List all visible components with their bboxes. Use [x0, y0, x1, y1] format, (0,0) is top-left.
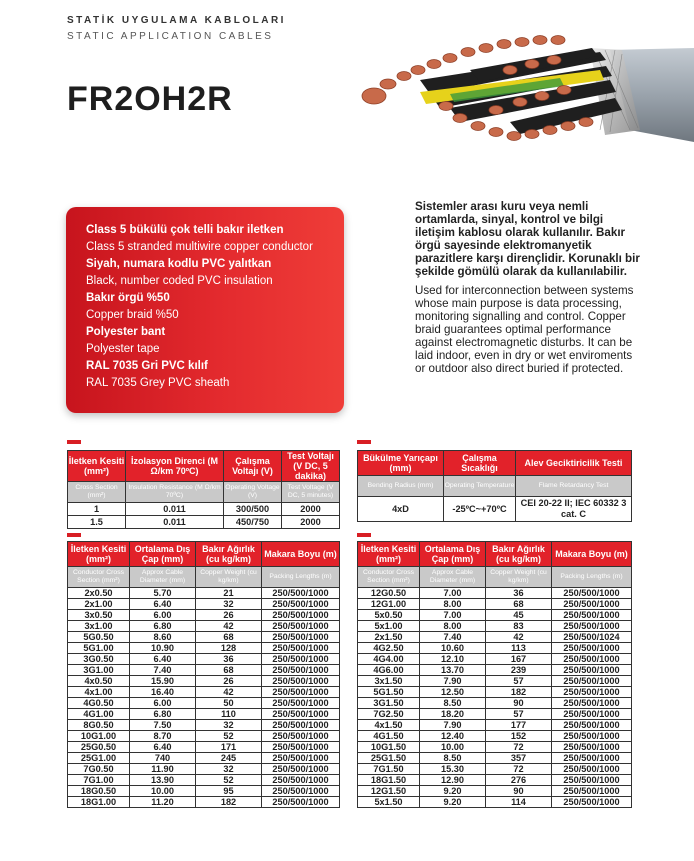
feature-line: Polyester tape [86, 343, 160, 355]
table-row [358, 698, 632, 709]
table-row [358, 588, 632, 599]
table-cell: 42 [486, 632, 552, 643]
table-row [358, 709, 632, 720]
table-row [68, 709, 340, 720]
table-row [68, 742, 340, 753]
feature-line: Black, number coded PVC insulation [86, 275, 273, 287]
table-row [358, 497, 632, 522]
table-header: Test Voltajı (V DC, 5 dakika) [282, 451, 340, 482]
table-cell: 250/500/1000 [552, 654, 632, 665]
table-cell: 36 [486, 588, 552, 599]
table-cell: 36 [196, 654, 262, 665]
table-cell: 52 [196, 731, 262, 742]
feature-line: Bakır örgü %50 [86, 292, 170, 304]
table-row [68, 786, 340, 797]
table-cell: 250/500/1000 [262, 588, 340, 599]
table-cell: 7.00 [420, 588, 486, 599]
table-row [68, 643, 340, 654]
table-cell: 167 [486, 654, 552, 665]
table-cell: 18G0.50 [68, 786, 130, 797]
table-cell: 83 [486, 621, 552, 632]
table-cell: 2x1.00 [68, 599, 130, 610]
table-cell: 7.40 [420, 632, 486, 643]
table-cell: 42 [196, 687, 262, 698]
table-row [358, 654, 632, 665]
table-cell: 4G2.50 [358, 643, 420, 654]
table-subheader: Copper Weight (cu kg/km) [486, 567, 552, 588]
table-cell: 2x0.50 [68, 588, 130, 599]
table-row [68, 654, 340, 665]
table-header: Makara Boyu (m) [262, 542, 340, 567]
table-cell: 18.20 [420, 709, 486, 720]
table-cell: 26 [196, 610, 262, 621]
table-cell: -25ºC~+70ºC [444, 497, 516, 522]
table-cell: 114 [486, 797, 552, 808]
table-cell: 4x0.50 [68, 676, 130, 687]
table-cell: 7.90 [420, 720, 486, 731]
table-cell: 32 [196, 720, 262, 731]
table-row [68, 588, 340, 599]
table-row [358, 797, 632, 808]
table-row [68, 503, 340, 516]
table-cell: 15.90 [130, 676, 196, 687]
table-cell: 250/500/1000 [262, 797, 340, 808]
table-cell: 7G1.00 [68, 775, 130, 786]
table-cell: 250/500/1000 [262, 599, 340, 610]
table-cell: 6.00 [130, 698, 196, 709]
table-cell: 8.70 [130, 731, 196, 742]
table-header: İzolasyon Direnci (M Ω/km 70ºC) [126, 451, 224, 482]
table-cell: 740 [130, 753, 196, 764]
table-header: Bükülme Yarıçapı (mm) [358, 451, 444, 476]
table-cell: 250/500/1000 [262, 742, 340, 753]
table-row [68, 516, 340, 529]
table-subheader: Packing Lengths (m) [262, 567, 340, 588]
table-cell: 1.5 [68, 516, 126, 529]
table-cell: 250/500/1000 [262, 764, 340, 775]
table-cell: 21 [196, 588, 262, 599]
table-cell: 250/500/1000 [552, 797, 632, 808]
table-subheader: Conductor Cross Section (mm²) [358, 567, 420, 588]
table-cell: CEI 20-22 II; IEC 60332 3 cat. C [516, 497, 632, 522]
section-marker [357, 440, 371, 444]
table-cell: 90 [486, 698, 552, 709]
table-cell: 250/500/1000 [262, 687, 340, 698]
table-cell: 250/500/1000 [262, 709, 340, 720]
section-marker [67, 533, 81, 537]
table-cell: 7.90 [420, 676, 486, 687]
table-cell: 171 [196, 742, 262, 753]
feature-line: Siyah, numara kodlu PVC yalıtkan [86, 258, 272, 270]
table-cell: 4G0.50 [68, 698, 130, 709]
table-cell: 25G1.00 [68, 753, 130, 764]
section-marker [357, 533, 371, 537]
table-row [358, 643, 632, 654]
table-subheader: Flame Retardancy Test [516, 476, 632, 497]
header-title-tr: STATİK UYGULAMA KABLOLARI [67, 15, 286, 26]
table-cell: 245 [196, 753, 262, 764]
table-cell: 8G0.50 [68, 720, 130, 731]
table-row [358, 687, 632, 698]
table-cell: 12.10 [420, 654, 486, 665]
table-cell: 6.00 [130, 610, 196, 621]
table-cell: 6.40 [130, 742, 196, 753]
table-cell: 12.50 [420, 687, 486, 698]
table-row [358, 775, 632, 786]
table-cell: 15.30 [420, 764, 486, 775]
table-cell: 250/500/1000 [552, 786, 632, 797]
table-cell: 5x1.00 [358, 621, 420, 632]
table-cell: 2x1.50 [358, 632, 420, 643]
table-subheader: Approx Cable Diameter (mm) [130, 567, 196, 588]
table-cell: 12G0.50 [358, 588, 420, 599]
table-cell: 9.20 [420, 786, 486, 797]
table-subheader: Operating Temperature [444, 476, 516, 497]
table-cell: 7G2.50 [358, 709, 420, 720]
table-header: Çalışma Sıcaklığı [444, 451, 516, 476]
table-cell: 4x1.00 [68, 687, 130, 698]
table-subheader: Approx Cable Diameter (mm) [420, 567, 486, 588]
feature-line: RAL 7035 Gri PVC kılıf [86, 360, 208, 372]
table-cell: 250/500/1000 [552, 676, 632, 687]
table-cell: 10.00 [420, 742, 486, 753]
table-cell: 90 [486, 786, 552, 797]
table-cell: 250/500/1000 [552, 643, 632, 654]
table-row [68, 687, 340, 698]
table-row [358, 665, 632, 676]
table-cell: 7.00 [420, 610, 486, 621]
table-cell: 3G1.00 [68, 665, 130, 676]
table-cell: 13.90 [130, 775, 196, 786]
table-cell: 11.20 [130, 797, 196, 808]
table-cell: 250/500/1000 [552, 698, 632, 709]
table-cell: 250/500/1000 [262, 731, 340, 742]
table-cell: 3G0.50 [68, 654, 130, 665]
table-cell: 110 [196, 709, 262, 720]
table-row [68, 775, 340, 786]
table-cell: 4G4.00 [358, 654, 420, 665]
table-row [358, 786, 632, 797]
table-cell: 68 [196, 665, 262, 676]
table-cell: 250/500/1000 [552, 731, 632, 742]
table-cell: 0.011 [126, 516, 224, 529]
table-cell: 3G1.50 [358, 698, 420, 709]
table-cell: 32 [196, 599, 262, 610]
table-row [68, 632, 340, 643]
table-cell: 250/500/1000 [262, 786, 340, 797]
cable-dimensions-table-right [357, 541, 632, 808]
feature-line: Copper braid %50 [86, 309, 179, 321]
table-cell: 3x1.00 [68, 621, 130, 632]
description [415, 200, 640, 375]
table-cell: 4xD [358, 497, 444, 522]
table-cell: 250/500/1000 [552, 687, 632, 698]
table-cell: 250/500/1000 [262, 676, 340, 687]
table-cell: 57 [486, 676, 552, 687]
table-row [358, 742, 632, 753]
table-subheader: Bending Radius (mm) [358, 476, 444, 497]
table-subheader: Copper Weight (cu kg/km) [196, 567, 262, 588]
table-cell: 177 [486, 720, 552, 731]
table-cell: 4G1.00 [68, 709, 130, 720]
table-header: Makara Boyu (m) [552, 542, 632, 567]
table-cell: 7G1.50 [358, 764, 420, 775]
table-cell: 8.50 [420, 753, 486, 764]
table-cell: 5.70 [130, 588, 196, 599]
table-cell: 250/500/1000 [262, 643, 340, 654]
table-cell: 16.40 [130, 687, 196, 698]
table-cell: 128 [196, 643, 262, 654]
table-cell: 182 [486, 687, 552, 698]
cable-image [360, 30, 694, 150]
table-cell: 3x0.50 [68, 610, 130, 621]
table-cell: 6.40 [130, 599, 196, 610]
table-cell: 10.90 [130, 643, 196, 654]
table-header: Bakır Ağırlık (cu kg/km) [196, 542, 262, 567]
table-cell: 250/500/1000 [262, 753, 340, 764]
table-cell: 7.40 [130, 665, 196, 676]
table-header: İletken Kesiti (mm²) [68, 451, 126, 482]
description-tr: Sistemler arası kuru veya nemli ortamlarda, sinyal, kontrol ve bilgi iletişim kablosu olarak kullanılır. Bakır örgü sayesinde elektromanyetik parazitlere karşı dirençlidir. Korunaklı bir şekilde gömülü olarak da kullanılabilir. [415, 200, 640, 278]
table-header: İletken Kesiti (mm²) [358, 542, 420, 567]
table-row [358, 610, 632, 621]
table-cell: 5G1.00 [68, 643, 130, 654]
table-cell: 250/500/1000 [262, 698, 340, 709]
table-cell: 6.40 [130, 654, 196, 665]
table-cell: 2000 [282, 516, 340, 529]
table-cell: 250/500/1000 [552, 775, 632, 786]
table-cell: 18G1.00 [68, 797, 130, 808]
table-row [68, 797, 340, 808]
table-row [358, 764, 632, 775]
table-subheader: Cross Section (mm²) [68, 482, 126, 503]
table-header: İletken Kesiti (mm²) [68, 542, 130, 567]
table-cell: 12G1.50 [358, 786, 420, 797]
table-cell: 4G6.00 [358, 665, 420, 676]
mechanical-specs-table [357, 450, 632, 522]
table-cell: 182 [196, 797, 262, 808]
table-cell: 12.90 [420, 775, 486, 786]
table-cell: 4x1.50 [358, 720, 420, 731]
table-cell: 50 [196, 698, 262, 709]
table-cell: 250/500/1000 [552, 709, 632, 720]
description-en: Used for interconnection between systems whose main purpose is data processing, monitoring signalling and control. Copper braid guarantees optimal performance against electromagnetic disturbs. It can be laid indoor, even in dry or wet enviroments or outdoor also direct buried if protected. [415, 284, 634, 375]
table-cell: 12.40 [420, 731, 486, 742]
table-cell: 6.80 [130, 709, 196, 720]
table-cell: 8.00 [420, 599, 486, 610]
table-subheader: Packing Lengths (m) [552, 567, 632, 588]
table-cell: 10G1.50 [358, 742, 420, 753]
table-cell: 8.00 [420, 621, 486, 632]
electrical-specs-table [67, 450, 340, 529]
table-cell: 72 [486, 742, 552, 753]
table-cell: 250/500/1000 [262, 665, 340, 676]
table-cell: 357 [486, 753, 552, 764]
table-cell: 32 [196, 764, 262, 775]
table-row [68, 676, 340, 687]
table-row [68, 599, 340, 610]
table-row [68, 720, 340, 731]
table-cell: 250/500/1000 [262, 720, 340, 731]
table-cell: 4G1.50 [358, 731, 420, 742]
table-cell: 25G0.50 [68, 742, 130, 753]
table-cell: 68 [486, 599, 552, 610]
table-row [68, 753, 340, 764]
table-cell: 250/500/1000 [262, 775, 340, 786]
table-cell: 250/500/1000 [552, 764, 632, 775]
table-cell: 45 [486, 610, 552, 621]
table-cell: 25G1.50 [358, 753, 420, 764]
table-cell: 10.00 [130, 786, 196, 797]
table-row [68, 764, 340, 775]
table-cell: 7G0.50 [68, 764, 130, 775]
feature-line: RAL 7035 Grey PVC sheath [86, 377, 230, 389]
table-header: Ortalama Dış Çap (mm) [420, 542, 486, 567]
table-row [358, 731, 632, 742]
table-subheader: Operating Voltage (V) [224, 482, 282, 503]
table-cell: 10.60 [420, 643, 486, 654]
table-cell: 57 [486, 709, 552, 720]
table-cell: 13.70 [420, 665, 486, 676]
table-cell: 11.90 [130, 764, 196, 775]
table-cell: 5G0.50 [68, 632, 130, 643]
table-cell: 250/500/1000 [552, 720, 632, 731]
table-cell: 8.50 [420, 698, 486, 709]
table-cell: 26 [196, 676, 262, 687]
table-cell: 250/500/1000 [552, 599, 632, 610]
table-cell: 52 [196, 775, 262, 786]
table-cell: 18G1.50 [358, 775, 420, 786]
table-cell: 42 [196, 621, 262, 632]
table-subheader: Insulation Resistance (M Ω/km 70ºC) [126, 482, 224, 503]
table-cell: 450/750 [224, 516, 282, 529]
table-cell: 239 [486, 665, 552, 676]
features-box [66, 207, 344, 413]
table-cell: 250/500/1000 [552, 610, 632, 621]
table-row [358, 720, 632, 731]
cable-dimensions-table-left [67, 541, 340, 808]
header-title-en: STATIC APPLICATION CABLES [67, 31, 274, 42]
table-row [68, 731, 340, 742]
table-subheader: Conductor Cross Section (mm²) [68, 567, 130, 588]
table-cell: 2000 [282, 503, 340, 516]
table-cell: 250/500/1000 [552, 588, 632, 599]
section-marker [67, 440, 81, 444]
table-cell: 10G1.00 [68, 731, 130, 742]
table-row [358, 753, 632, 764]
table-header: Bakır Ağırlık (cu kg/km) [486, 542, 552, 567]
table-cell: 250/500/1000 [552, 621, 632, 632]
feature-line: Class 5 bükülü çok telli bakır iletken [86, 224, 284, 236]
table-cell: 300/500 [224, 503, 282, 516]
table-cell: 0.011 [126, 503, 224, 516]
table-row [358, 621, 632, 632]
table-cell: 276 [486, 775, 552, 786]
table-row [68, 621, 340, 632]
table-header: Alev Geciktiricilik Testi [516, 451, 632, 476]
table-row [68, 610, 340, 621]
table-cell: 250/500/1000 [262, 654, 340, 665]
table-cell: 250/500/1000 [262, 621, 340, 632]
table-cell: 7.50 [130, 720, 196, 731]
table-cell: 68 [196, 632, 262, 643]
table-header: Çalışma Voltajı (V) [224, 451, 282, 482]
table-cell: 5x1.50 [358, 797, 420, 808]
table-cell: 72 [486, 764, 552, 775]
table-cell: 3x1.50 [358, 676, 420, 687]
table-cell: 250/500/1000 [262, 632, 340, 643]
table-cell: 250/500/1024 [552, 632, 632, 643]
feature-line: Class 5 stranded multiwire copper conductor [86, 241, 313, 253]
table-cell: 9.20 [420, 797, 486, 808]
table-cell: 250/500/1000 [262, 610, 340, 621]
table-cell: 1 [68, 503, 126, 516]
table-row [358, 632, 632, 643]
table-cell: 250/500/1000 [552, 665, 632, 676]
table-row [68, 665, 340, 676]
feature-line: Polyester bant [86, 326, 166, 338]
table-cell: 12G1.00 [358, 599, 420, 610]
table-cell: 113 [486, 643, 552, 654]
product-title: FR2OH2R [67, 80, 233, 118]
table-cell: 5x0.50 [358, 610, 420, 621]
table-row [358, 599, 632, 610]
table-cell: 6.80 [130, 621, 196, 632]
table-header: Ortalama Dış Çap (mm) [130, 542, 196, 567]
table-cell: 152 [486, 731, 552, 742]
table-row [68, 698, 340, 709]
table-cell: 5G1.50 [358, 687, 420, 698]
table-cell: 8.60 [130, 632, 196, 643]
table-cell: 95 [196, 786, 262, 797]
table-subheader: Test Voltage (V DC, 5 minutes) [282, 482, 340, 503]
table-cell: 250/500/1000 [552, 753, 632, 764]
table-row [358, 676, 632, 687]
table-cell: 250/500/1000 [552, 742, 632, 753]
